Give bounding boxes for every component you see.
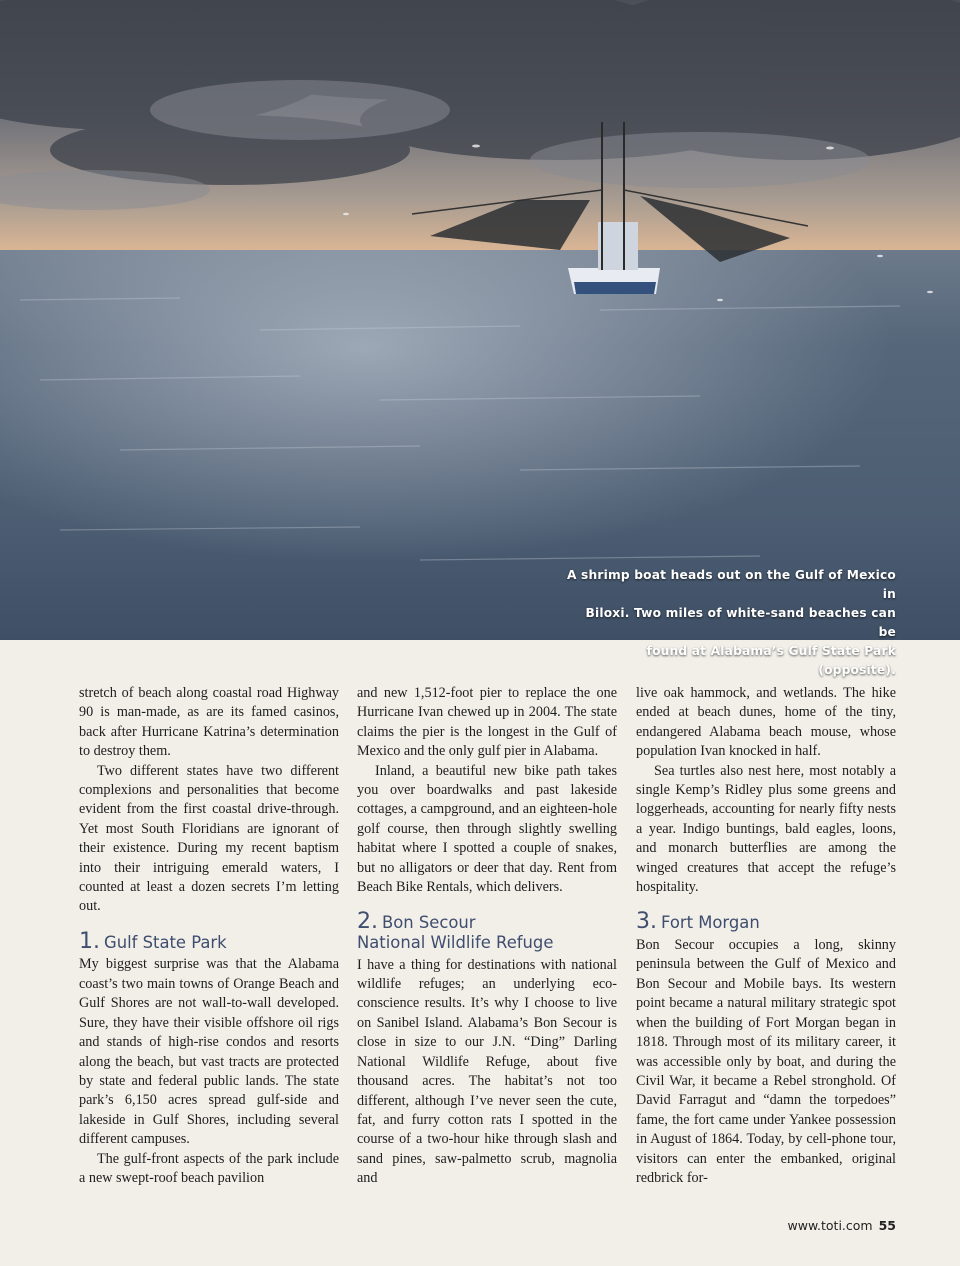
paragraph: and new 1,512-foot pier to replace the one Hurricane Ivan chewed up in 2004. The state claims the pier is the longest in the Gulf of Mexico and the only gulf pier in Alabama. <box>357 685 617 760</box>
section-heading-fort-morgan <box>636 909 896 935</box>
page-footer <box>788 1218 897 1233</box>
paragraph: The gulf-front aspects of the park include a new swept-roof beach pavilion <box>79 1150 339 1186</box>
paragraph: Bon Secour occupies a long, skinny peninsula between the Gulf of Mexico and Bon Secour and Mobile bays. Its western point became a natural military strategic spot when the building of Fort Morgan began in 1818. Through most of its military career, it was accessible only by boat, and during the Civil War, it became a Rebel stronghold. Of David Farragut and “damn the torpedoes” fame, the fort came under Yankee possession in August of 1864. Today, by cell-phone tour, visitors can enter the embanked, original redbrick for- <box>636 937 896 1186</box>
paragraph: I have a thing for destinations with national wildlife refuges; an underlying eco-conscience results. It’s why I choose to live on Sanibel Island. Alabama’s Bon Secour is close in size to our J.N. “Ding” Darling National Wildlife Refuge, about five thousand acres. The habitat’s not too different, although I’ve never seen the cute, fat, and furry cotton rats I spotted in the course of a two-hour hike through slash and sand pines, saw-palmetto scrub, magnolia and <box>357 956 617 1187</box>
page-number: 55 <box>878 1218 896 1233</box>
section-title: Bon Secour <box>382 913 476 933</box>
paragraph: Inland, a beautiful new bike path takes you over boardwalks and past lakeside cottages, a campground, and an eighteen-hole golf course, then through slightly swelling habitat where I spotted a couple of snakes, but no alligators or deer that day. Rent from Beach Bike Rentals, which delivers. <box>357 762 617 896</box>
paragraph: My biggest surprise was that the Alabama coast’s two main towns of Orange Beach and Gulf Shores are not wall-to-wall developed. Sure, they have their visible offshore oil rigs and stands of high-rise condos and resorts along the beach, but vast tracts are protected by state and federal public lands. The state park’s 6,150 acres spread gulf-side and lakeside in Gulf Shores, including several different campuses. <box>79 956 339 1148</box>
caption-line: found at Alabama’s Gulf State Park (opposite). <box>646 644 896 677</box>
caption-line: Biloxi. Two miles of white-sand beaches can be <box>585 606 896 639</box>
section-subtitle: National Wildlife Refuge <box>357 933 554 953</box>
footer-url: www.toti.com <box>787 1218 873 1233</box>
caption-line: A shrimp boat heads out on the Gulf of Mexico in <box>566 568 896 601</box>
section-title: Fort Morgan <box>661 913 760 933</box>
section-title: Gulf State Park <box>104 932 227 952</box>
column-2 <box>357 684 617 1189</box>
section-number: 1. <box>79 928 100 954</box>
photo-caption <box>566 566 896 680</box>
column-1 <box>79 684 339 1188</box>
paragraph: live oak hammock, and wetlands. The hike ended at beach dunes, home of the tiny, endangered Alabama beach mouse, whose population Ivan knocked in half. <box>636 685 896 760</box>
section-number: 2. <box>357 909 378 935</box>
column-3 <box>636 684 896 1188</box>
paragraph: Two different states have two different complexions and personalities that become evident from the first coastal drive-through. Yet most South Floridians are ignorant of their existence. During my recent baptism into their intriguing emerald waters, I counted at least a dozen secrets I’m letting out. <box>79 762 339 915</box>
section-number: 3. <box>636 909 657 935</box>
section-heading-gulf-state-park <box>79 928 339 954</box>
section-heading-bon-secour <box>357 909 617 953</box>
paragraph: Sea turtles also nest here, most notably a single Kemp’s Ridley plus some greens and loggerheads, accounting for nearly fifty nests a year. Indigo buntings, bald eagles, loons, and monarch butterflies are among the winged creatures that accept the refuge’s hospitality. <box>636 762 896 896</box>
paragraph: stretch of beach along coastal road Highway 90 is man-made, as are its famed casinos, back after Hurricane Katrina’s determination to destroy them. <box>79 685 339 760</box>
